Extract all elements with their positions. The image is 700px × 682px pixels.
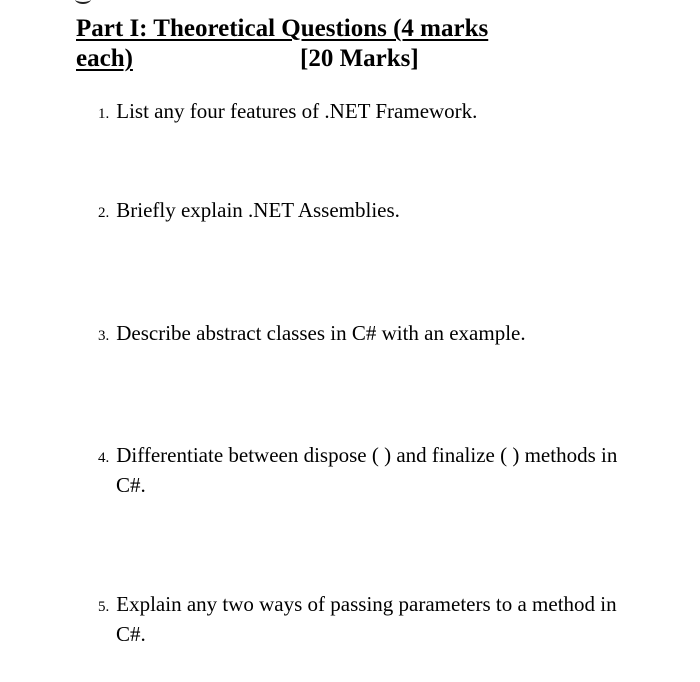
question-text: Briefly explain .NET Assemblies. xyxy=(116,198,400,222)
question-4 xyxy=(98,442,638,499)
question-2 xyxy=(98,197,638,227)
question-text-continued: C#. xyxy=(116,473,146,497)
question-3 xyxy=(98,320,638,350)
question-text-continued: C#. xyxy=(116,622,146,646)
total-marks: [20 Marks] xyxy=(300,45,419,72)
question-text: List any four features of .NET Framework. xyxy=(116,99,478,123)
question-number: 1. xyxy=(98,106,110,122)
question-number: 3. xyxy=(98,328,110,344)
question-text: Differentiate between dispose ( ) and finalize ( ) methods in xyxy=(116,443,618,467)
question-number: 2. xyxy=(98,205,110,221)
heading-line-1: Part I: Theoretical Questions (4 marks xyxy=(76,15,489,42)
question-text: Explain any two ways of passing parameters to a method in xyxy=(116,592,617,616)
question-1 xyxy=(98,98,638,128)
section-heading xyxy=(76,14,488,74)
question-5 xyxy=(98,591,638,648)
question-text: Describe abstract classes in C# with an example. xyxy=(116,321,526,345)
question-number: 4. xyxy=(98,450,110,466)
heading-line-2: each) xyxy=(76,45,133,72)
question-number: 5. xyxy=(98,599,110,615)
page-edge-mark xyxy=(75,0,91,4)
